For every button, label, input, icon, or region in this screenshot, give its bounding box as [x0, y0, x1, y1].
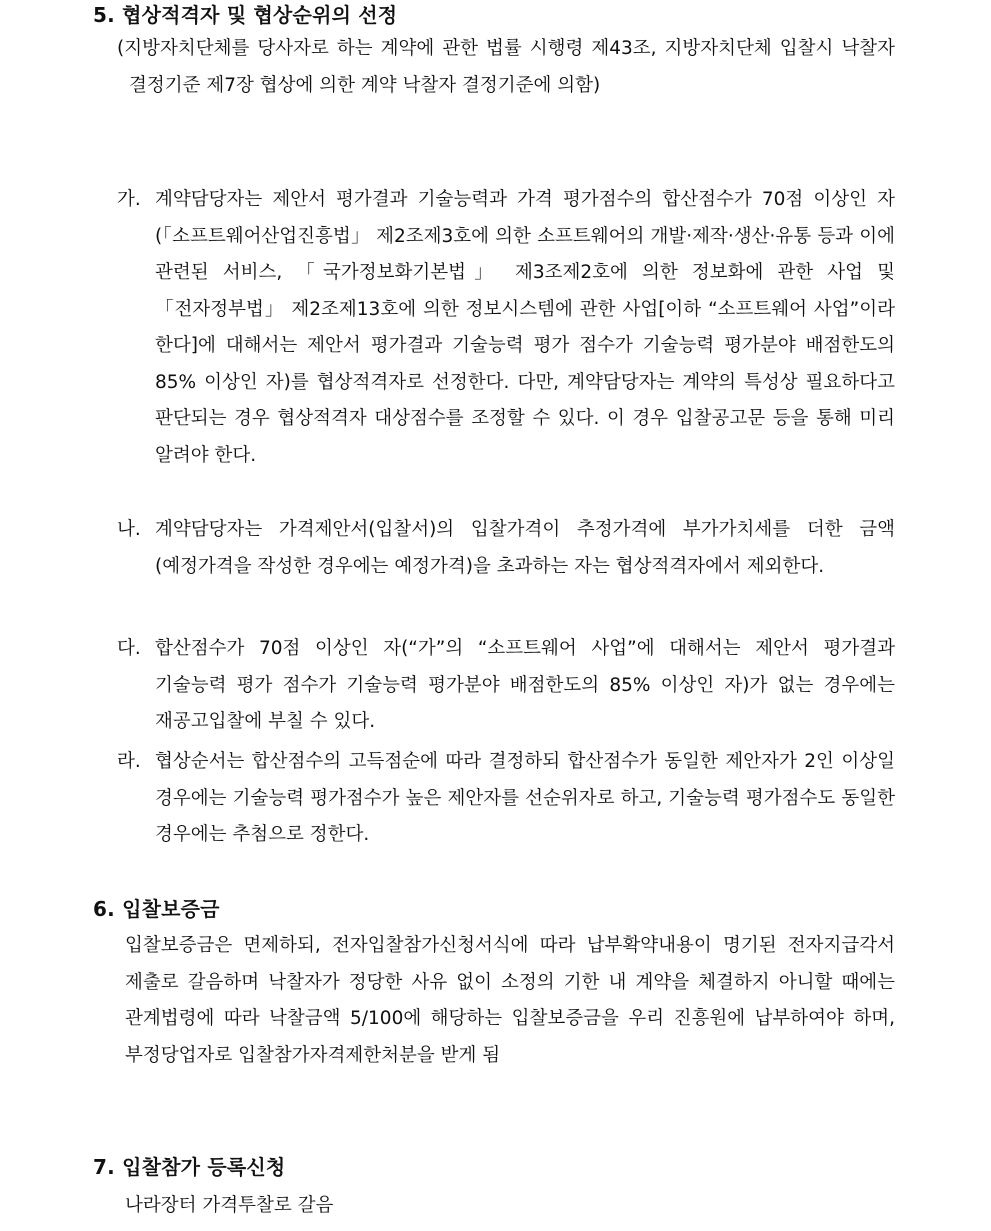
section-5-heading: 5. 협상적격자 및 협상순위의 선정 [93, 3, 398, 27]
section-5-item-ra [117, 744, 895, 854]
section-5-item-ga [117, 182, 895, 474]
section-5-item-da [117, 631, 895, 741]
item-marker: 라. [117, 751, 141, 772]
item-marker: 가. [117, 189, 141, 210]
item-text: 협상순서는 합산점수의 고득점순에 따라 결정하되 합산점수가 동일한 제안자가 2인 이상일 경우에는 기술능력 평가점수가 높은 제안자를 선순위자로 하고, 기술능력 평가점수도 동일한 경우에는 추첨으로 정한다. [155, 751, 895, 845]
item-marker: 다. [117, 638, 141, 659]
section-6-text: 입찰보증금은 면제하되, 전자입찰참가신청서식에 따라 납부확약내용이 명기된 전자지급각서 제출로 갈음하며 낙찰자가 정당한 사유 없이 소정의 기한 내 계약을 체결하지 아니할 때에는 관계법령에 따라 낙찰금액 5/100에 해당하는 입찰보증금을 우리 진흥원에 납부하여야 하며, 부정당업자로 입찰참가자격제한처분을 받게 됨 [125, 935, 895, 1066]
section-5-item-na [117, 512, 895, 585]
item-text: 계약담당자는 제안서 평가결과 기술능력과 가격 평가점수의 합산점수가 70점 이상인 자(「소프트웨어산업진흥법」 제2조제3호에 의한 소프트웨어의 개발·제작·생산·유통 등과 이에 관련된 서비스, 「국가정보화기본법」 제3조제2호에 의한 정보화에 관한 사업 및 「전자정부법」 제2조제13호에 의한 정보시스템에 관한 사업[이하 “소프트웨어 사업”이라 한다]에 대해서는 제안서 평가결과 기술능력 평가 점수가 기술능력 평가분야 배점한도의 85% 이상인 자)를 협상적격자로 선정한다. 다만, 계약담당자는 계약의 특성상 필요하다고 판단되는 경우 협상적격자 대상점수를 조정할 수 있다. 이 경우 입찰공고문 등을 통해 미리 알려야 한다. [155, 189, 895, 466]
section-5-legal-basis: (지방자치단체를 당사자로 하는 계약에 관한 법률 시행령 제43조, 지방자치단체 입찰시 낙찰자 결정기준 제7장 협상에 의한 계약 낙찰자 결정기준에 의함) [117, 38, 895, 96]
section-6-heading: 6. 입찰보증금 [93, 897, 220, 921]
item-marker: 나. [117, 519, 141, 540]
item-text: 계약담당자는 가격제안서(입찰서)의 입찰가격이 추정가격에 부가가치세를 더한 금액(예정가격을 작성한 경우에는 예정가격)을 초과하는 자는 협상적격자에서 제외한다. [155, 519, 895, 577]
item-text: 합산점수가 70점 이상인 자(“가”의 “소프트웨어 사업”에 대해서는 제안서 평가결과 기술능력 평가 점수가 기술능력 평가분야 배점한도의 85% 이상인 자)가 없는 경우에는 재공고입찰에 부칠 수 있다. [155, 638, 895, 732]
section-7-text: 나라장터 가격투찰로 갈음 [125, 1195, 334, 1216]
section-7-heading: 7. 입찰참가 등록신청 [93, 1155, 286, 1179]
